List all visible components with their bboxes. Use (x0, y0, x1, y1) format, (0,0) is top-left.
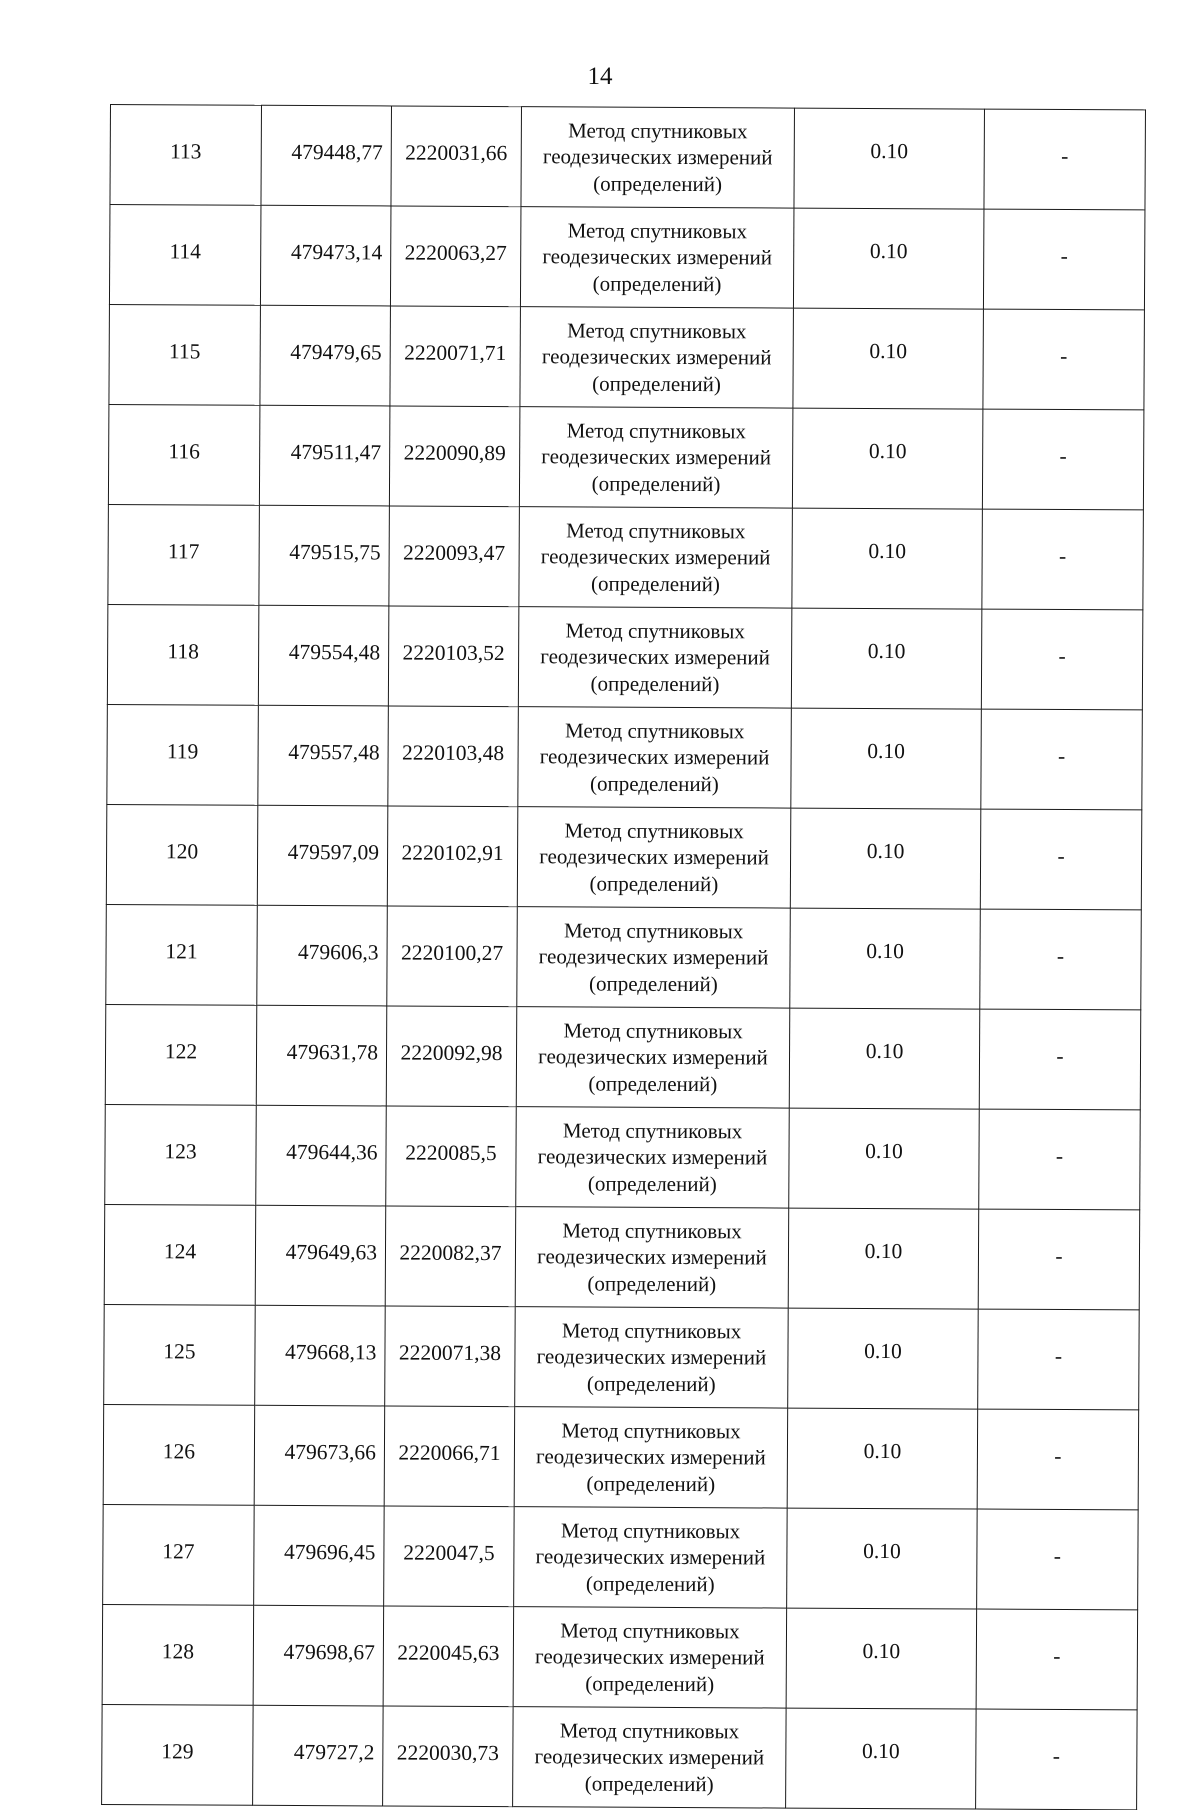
method-line: геодезических измерений (537, 1244, 767, 1270)
x-coordinate-cell: 479727,2 (253, 1705, 384, 1806)
table-row (103, 1404, 1139, 1509)
x-coordinate-cell: 479515,75 (259, 505, 390, 606)
table-row (108, 504, 1144, 609)
table-row (106, 904, 1142, 1009)
method-line: геодезических измерений (540, 544, 771, 570)
point-number-cell: 118 (107, 604, 259, 705)
table-row (107, 704, 1143, 809)
y-coordinate-cell: 2220102,91 (387, 806, 518, 907)
point-number-cell: 113 (110, 105, 262, 206)
table-row (109, 205, 1145, 310)
note-cell: - (982, 509, 1144, 610)
y-coordinate-cell: 2220100,27 (387, 906, 518, 1007)
method-line: геодезических измерений (538, 944, 769, 970)
note-cell: - (978, 1209, 1140, 1310)
method-cell (517, 807, 791, 908)
method-cell (517, 907, 791, 1008)
table-row (109, 304, 1145, 409)
method-cell (514, 1507, 788, 1608)
x-coordinate-cell: 479448,77 (261, 105, 392, 206)
method-line: (определений) (589, 771, 719, 796)
y-coordinate-cell: 2220085,5 (386, 1106, 517, 1207)
method-line: геодезических измерений (537, 1144, 768, 1170)
method-line: Метод спутниковых (562, 1118, 743, 1144)
note-cell: - (978, 1309, 1140, 1410)
point-number-cell: 117 (108, 504, 260, 605)
note-cell: - (977, 1509, 1139, 1610)
method-line: Метод спутниковых (567, 218, 748, 244)
table-row (102, 1604, 1138, 1709)
method-line: Метод спутниковых (567, 318, 747, 344)
method-line: (определений) (591, 571, 720, 596)
x-coordinate-cell: 479698,67 (253, 1605, 384, 1706)
method-cell (516, 1007, 790, 1108)
y-coordinate-cell: 2220090,89 (389, 406, 520, 507)
point-number-cell: 122 (105, 1004, 257, 1105)
method-line: (определений) (593, 171, 723, 196)
y-coordinate-cell: 2220030,73 (383, 1706, 514, 1807)
method-line: геодезических измерений (542, 144, 773, 170)
x-coordinate-cell: 479644,36 (256, 1105, 387, 1206)
method-line: (определений) (592, 371, 721, 396)
point-number-cell: 127 (103, 1504, 255, 1605)
method-line: Метод спутниковых (565, 618, 745, 644)
method-line: Метод спутниковых (562, 1218, 742, 1244)
method-line: геодезических измерений (538, 1044, 768, 1070)
y-coordinate-cell: 2220093,47 (389, 506, 520, 607)
accuracy-cell: 0.10 (787, 1508, 978, 1609)
point-number-cell: 114 (109, 205, 261, 306)
method-cell (518, 607, 792, 708)
note-cell: - (983, 309, 1145, 410)
method-line: Метод спутниковых (561, 1318, 742, 1344)
method-line: геодезических измерений (535, 1544, 766, 1570)
accuracy-cell: 0.10 (790, 908, 981, 1009)
x-coordinate-cell: 479668,13 (255, 1305, 386, 1406)
x-coordinate-cell: 479696,45 (254, 1505, 385, 1606)
table-row (104, 1204, 1140, 1309)
point-number-cell: 123 (105, 1104, 257, 1205)
note-cell: - (981, 709, 1143, 810)
method-line: (определений) (587, 1271, 717, 1296)
table-row (105, 1104, 1141, 1209)
note-cell: - (983, 209, 1145, 310)
accuracy-cell: 0.10 (793, 208, 984, 309)
point-number-cell: 121 (106, 904, 258, 1005)
method-cell (520, 307, 794, 408)
point-number-cell: 128 (102, 1604, 254, 1705)
table-row (107, 604, 1143, 709)
method-cell (513, 1607, 787, 1708)
method-cell (519, 407, 793, 508)
x-coordinate-cell: 479597,09 (257, 805, 388, 906)
x-coordinate-cell: 479649,63 (255, 1205, 386, 1306)
method-line: (определений) (592, 271, 722, 296)
table-row (104, 1304, 1140, 1409)
method-line: геодезических измерений (536, 1444, 766, 1470)
method-cell (514, 1407, 788, 1508)
accuracy-cell: 0.10 (788, 1308, 979, 1409)
x-coordinate-cell: 479606,3 (257, 905, 388, 1006)
note-cell: - (980, 809, 1142, 910)
accuracy-cell: 0.10 (793, 308, 984, 409)
point-number-cell: 124 (104, 1204, 256, 1305)
note-cell: - (980, 909, 1142, 1010)
point-number-cell: 119 (107, 704, 259, 805)
method-line: Метод спутниковых (559, 1718, 740, 1744)
point-number-cell: 115 (109, 304, 261, 405)
accuracy-cell: 0.10 (789, 1108, 980, 1209)
method-cell (513, 1707, 787, 1808)
method-line: (определений) (588, 1071, 718, 1096)
method-line: Метод спутниковых (563, 1018, 743, 1044)
table-row (106, 804, 1142, 909)
method-line: (определений) (585, 1671, 715, 1696)
method-cell (520, 207, 794, 308)
note-cell: - (979, 1109, 1141, 1210)
y-coordinate-cell: 2220103,48 (388, 706, 519, 807)
point-number-cell: 116 (108, 404, 260, 505)
coordinates-table (101, 104, 1146, 1810)
note-cell: - (976, 1609, 1138, 1710)
table-row (108, 404, 1144, 509)
method-line: Метод спутниковых (566, 418, 747, 444)
method-cell (515, 1207, 789, 1308)
method-line: геодезических измерений (539, 844, 769, 870)
y-coordinate-cell: 2220063,27 (390, 206, 521, 307)
method-cell (518, 707, 792, 808)
note-cell: - (982, 409, 1144, 510)
y-coordinate-cell: 2220092,98 (386, 1006, 517, 1107)
method-line: (определений) (588, 971, 718, 996)
method-cell (516, 1107, 790, 1208)
method-line: Метод спутниковых (561, 1418, 741, 1444)
method-line: (определений) (586, 1471, 716, 1496)
method-line: геодезических измерений (536, 1344, 767, 1370)
x-coordinate-cell: 479557,48 (258, 705, 389, 806)
method-line: Метод спутниковых (560, 1518, 741, 1544)
x-coordinate-cell: 479554,48 (258, 605, 389, 706)
method-cell (519, 507, 793, 608)
accuracy-cell: 0.10 (792, 408, 983, 509)
method-line: Метод спутниковых (564, 818, 744, 844)
page-number: 14 (587, 63, 613, 90)
accuracy-cell: 0.10 (788, 1208, 979, 1309)
method-line: (определений) (591, 471, 721, 496)
method-line: геодезических измерений (541, 444, 772, 470)
method-line: геодезических измерений (541, 344, 772, 370)
accuracy-cell: 0.10 (792, 508, 983, 609)
table-row (110, 105, 1146, 210)
note-cell: - (976, 1709, 1138, 1810)
method-line: (определений) (590, 671, 720, 696)
method-line: Метод спутниковых (560, 1618, 740, 1644)
table-row (105, 1004, 1141, 1109)
method-line: Метод спутниковых (563, 918, 744, 944)
y-coordinate-cell: 2220047,5 (384, 1506, 515, 1607)
method-line: геодезических измерений (539, 744, 770, 770)
x-coordinate-cell: 479511,47 (259, 405, 390, 506)
accuracy-cell: 0.10 (786, 1608, 977, 1709)
y-coordinate-cell: 2220082,37 (385, 1206, 516, 1307)
accuracy-cell: 0.10 (786, 1708, 977, 1809)
y-coordinate-cell: 2220066,71 (384, 1406, 515, 1507)
note-cell: - (981, 609, 1143, 710)
accuracy-cell: 0.10 (791, 708, 982, 809)
method-line: Метод спутниковых (566, 518, 746, 544)
method-cell (521, 107, 795, 208)
method-line: (определений) (585, 1571, 715, 1596)
note-cell: - (984, 109, 1146, 210)
x-coordinate-cell: 479473,14 (260, 205, 391, 306)
y-coordinate-cell: 2220045,63 (383, 1606, 514, 1707)
point-number-cell: 120 (106, 804, 258, 905)
point-number-cell: 129 (102, 1704, 254, 1805)
table-row (103, 1504, 1139, 1609)
accuracy-cell: 0.10 (789, 1008, 980, 1109)
table-row (102, 1704, 1138, 1809)
y-coordinate-cell: 2220031,66 (391, 106, 522, 207)
method-line: Метод спутниковых (568, 118, 748, 144)
method-line: Метод спутниковых (564, 718, 745, 744)
accuracy-cell: 0.10 (787, 1408, 978, 1509)
x-coordinate-cell: 479631,78 (256, 1005, 387, 1106)
method-line: (определений) (586, 1371, 716, 1396)
method-line: (определений) (587, 1171, 717, 1196)
y-coordinate-cell: 2220071,71 (390, 306, 521, 407)
accuracy-cell: 0.10 (794, 108, 985, 209)
method-line: (определений) (584, 1771, 714, 1796)
point-number-cell: 126 (103, 1404, 255, 1505)
point-number-cell: 125 (104, 1304, 256, 1405)
method-cell (515, 1307, 789, 1408)
accuracy-cell: 0.10 (790, 808, 981, 909)
method-line: геодезических измерений (534, 1644, 765, 1670)
method-line: геодезических измерений (534, 1744, 765, 1770)
method-line: (определений) (589, 871, 719, 896)
method-line: геодезических измерений (540, 644, 771, 670)
y-coordinate-cell: 2220103,52 (388, 606, 519, 707)
y-coordinate-cell: 2220071,38 (385, 1306, 516, 1407)
x-coordinate-cell: 479673,66 (254, 1405, 385, 1506)
method-line: геодезических измерений (542, 244, 773, 270)
note-cell: - (977, 1409, 1139, 1510)
note-cell: - (979, 1009, 1141, 1110)
accuracy-cell: 0.10 (791, 608, 982, 709)
x-coordinate-cell: 479479,65 (260, 305, 391, 406)
